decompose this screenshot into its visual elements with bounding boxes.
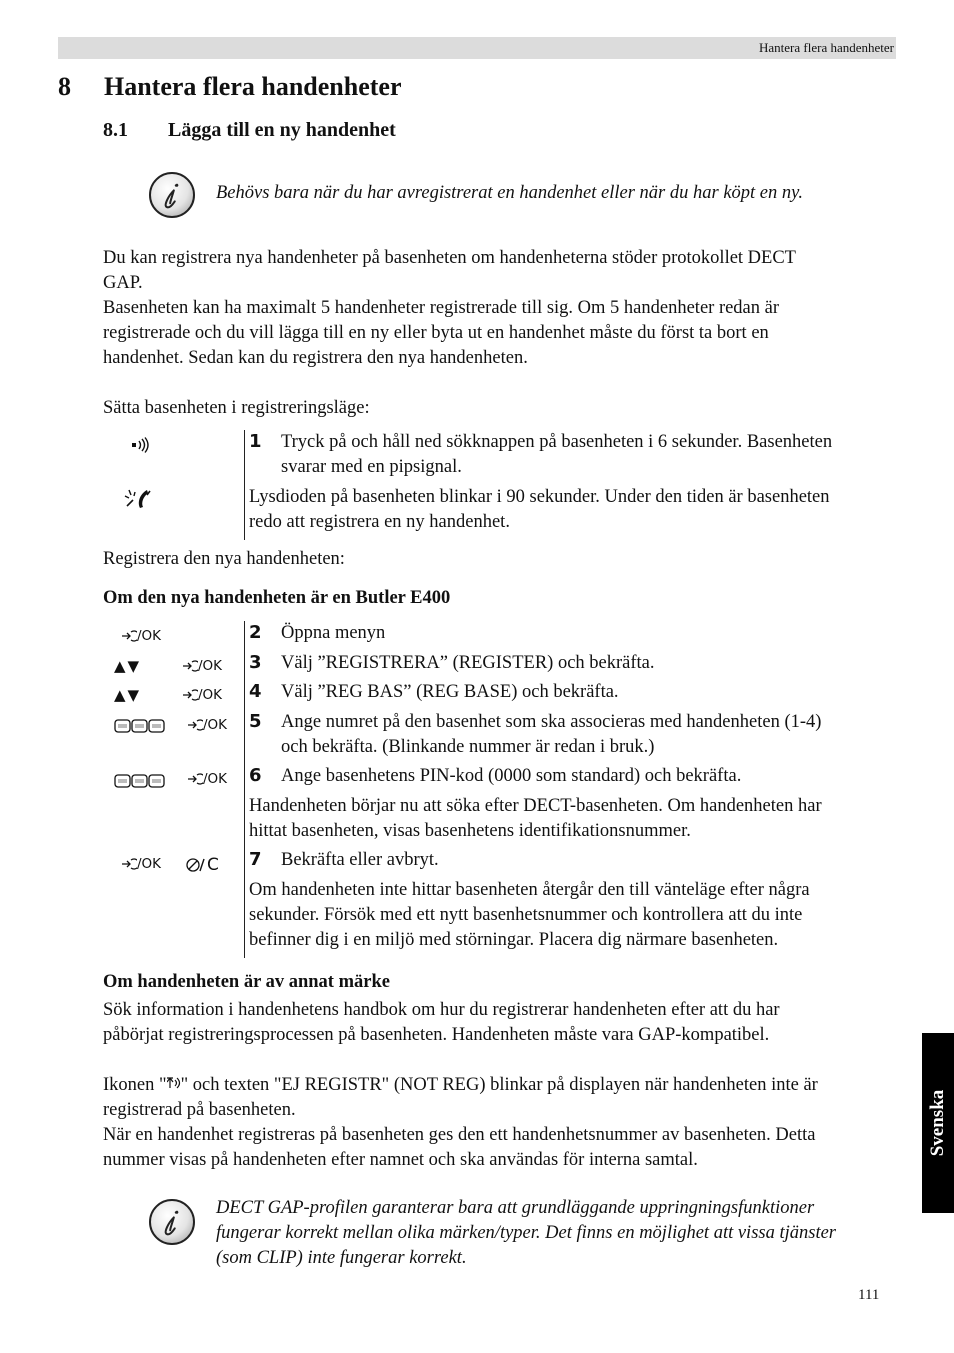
intro-line: GAP. (103, 273, 143, 293)
subsection-number: 8.1 (103, 119, 128, 141)
menu-ok-key-icon (187, 717, 227, 733)
note-text: fungerar korrekt mellan olika märken/typer. Det finns en möjlighet att vissa tjänster (216, 1223, 837, 1243)
step-text: Välj ”REG BAS” (REG BASE) och bekräfta. (281, 682, 619, 702)
step-number: 2 (249, 622, 262, 643)
step-number: 6 (249, 765, 262, 786)
language-label: Svenska (927, 1089, 948, 1157)
language-side-tab (922, 1033, 954, 1213)
text-segment: Ikonen " (103, 1075, 167, 1095)
step-number: 4 (249, 681, 262, 702)
up-down-keys-icon: ▲▼ (114, 657, 142, 675)
step-text: Bekräfta eller avbryt. (281, 850, 439, 870)
ok-key-label: /OK (198, 658, 223, 674)
numeric-keys-icon (114, 719, 166, 733)
other-brand-heading: Om handenheten är av annat märke (103, 972, 390, 992)
cancel-c-key-icon (186, 855, 219, 875)
step-number: 5 (249, 711, 262, 732)
fail-text: Om handenheten inte hittar basenheten återgår den till vänteläge efter några (249, 880, 810, 900)
step-text: svarar med en pipsignal. (281, 457, 462, 477)
section-number: 8 (58, 72, 71, 101)
ok-key-label: /OK (203, 717, 228, 733)
page-number: 111 (858, 1287, 880, 1303)
text-segment: " och texten "EJ REGISTR" (NOT REG) blinkar på displayen när handenheten inte är (180, 1075, 818, 1095)
led-blink-icon (123, 488, 153, 517)
step-text: Öppna menyn (281, 623, 386, 643)
menu-ok-key-icon (182, 687, 222, 703)
ok-key-label: /OK (203, 771, 228, 787)
numeric-keys-icon (114, 774, 166, 788)
step-text: Ange basenhetens PIN-kod (0000 som standard) och bekräfta. (281, 766, 742, 786)
fail-text: befinner dig i en miljö med störningar. Placera dig närmare basenheten. (249, 930, 779, 950)
step-text: Välj ”REGISTRERA” (REGISTER) och bekräfta. (281, 653, 655, 673)
up-down-keys-icon: ▲▼ (114, 686, 142, 704)
ok-key-label: /OK (198, 687, 223, 703)
menu-ok-key-icon (121, 856, 161, 872)
intro-line: Du kan registrera nya handenheter på basenheten om handenheterna stöder protokollet DECT (103, 248, 796, 268)
section-title: Hantera flera handenheter (104, 72, 402, 101)
paging-button-icon (131, 437, 149, 458)
c-key-label: C (207, 855, 219, 875)
fail-text: sekunder. Försök med ett nytt basenhetsnummer och kontrollera att du inte (249, 905, 803, 925)
ok-key-label: /OK (137, 628, 162, 644)
unregistered-antenna-icon (167, 1073, 181, 1098)
step-number: 3 (249, 652, 262, 673)
other-text: påbörjat registreringsprocessen på basenheten. Handenheten måste vara GAP-kompatibel. (103, 1025, 770, 1045)
step-text: Ange numret på den basenhet som ska associeras med handenheten (1-4) (281, 712, 822, 732)
intro-line: registrerade och du vill lägga till en ny eller byta ut en handenhet måste du först ta bort en (103, 323, 769, 343)
note-text: (som CLIP) inte fungerar korrekt. (216, 1248, 467, 1268)
menu-ok-key-icon (182, 658, 222, 674)
search-text: hittat basenheten, visas basenhetens identifikationsnummer. (249, 821, 691, 841)
running-title: Hantera flera handenheter (759, 40, 894, 55)
led-text: redo att registrera en ny handenhet. (249, 512, 510, 532)
other-text: Sök information i handenhetens handbok om hur du registrerar handenheten efter att du har (103, 1000, 780, 1020)
ok-key-label: /OK (137, 856, 162, 872)
subsection-title: Lägga till en ny handenhet (168, 119, 396, 141)
icon-paragraph-line: registrerad på basenheten. (103, 1100, 296, 1120)
search-text: Handenheten börjar nu att söka efter DECT-basenheten. Om handenheten har (249, 796, 822, 816)
icon-paragraph-line: När en handenhet registreras på basenheten ges den ett handenhetsnummer av basenheten. Detta (103, 1125, 816, 1145)
section-heading (58, 72, 402, 102)
step-text: och bekräfta. (Blinkande nummer är redan i bruk.) (281, 737, 655, 757)
intro-line: Basenheten kan ha maximalt 5 handenheter registrerade till sig. Om 5 handenheter redan är (103, 298, 780, 318)
info-note-icon (149, 1199, 195, 1245)
note-text: Behövs bara när du har avregistrerat en handenhet eller när du har köpt en ny. (216, 183, 803, 203)
menu-ok-key-icon (187, 771, 227, 787)
icon-paragraph-line: nummer visas på handenheten efter namnet och ska användas för interna samtal. (103, 1150, 698, 1170)
subsection-heading (103, 119, 396, 142)
step-divider (244, 430, 245, 540)
set-mode-label: Sätta basenheten i registreringsläge: (103, 398, 370, 418)
menu-ok-key-icon (121, 628, 161, 644)
step-divider (244, 621, 245, 958)
info-note-icon (149, 172, 195, 218)
butler-heading: Om den nya handenheten är en Butler E400 (103, 588, 451, 608)
icon-paragraph-line (103, 1073, 818, 1098)
led-text: Lysdioden på basenheten blinkar i 90 sekunder. Under den tiden är basenheten (249, 487, 830, 507)
intro-line: handenhet. Sedan kan du registrera den nya handenheten. (103, 348, 528, 368)
step-text: Tryck på och håll ned sökknappen på basenheten i 6 sekunder. Basenheten (281, 432, 833, 452)
step-number: 7 (249, 849, 262, 870)
register-label: Registrera den nya handenheten: (103, 549, 345, 569)
step-number: 1 (249, 431, 262, 452)
note-text: DECT GAP-profilen garanterar bara att grundläggande uppringningsfunktioner (216, 1198, 815, 1218)
